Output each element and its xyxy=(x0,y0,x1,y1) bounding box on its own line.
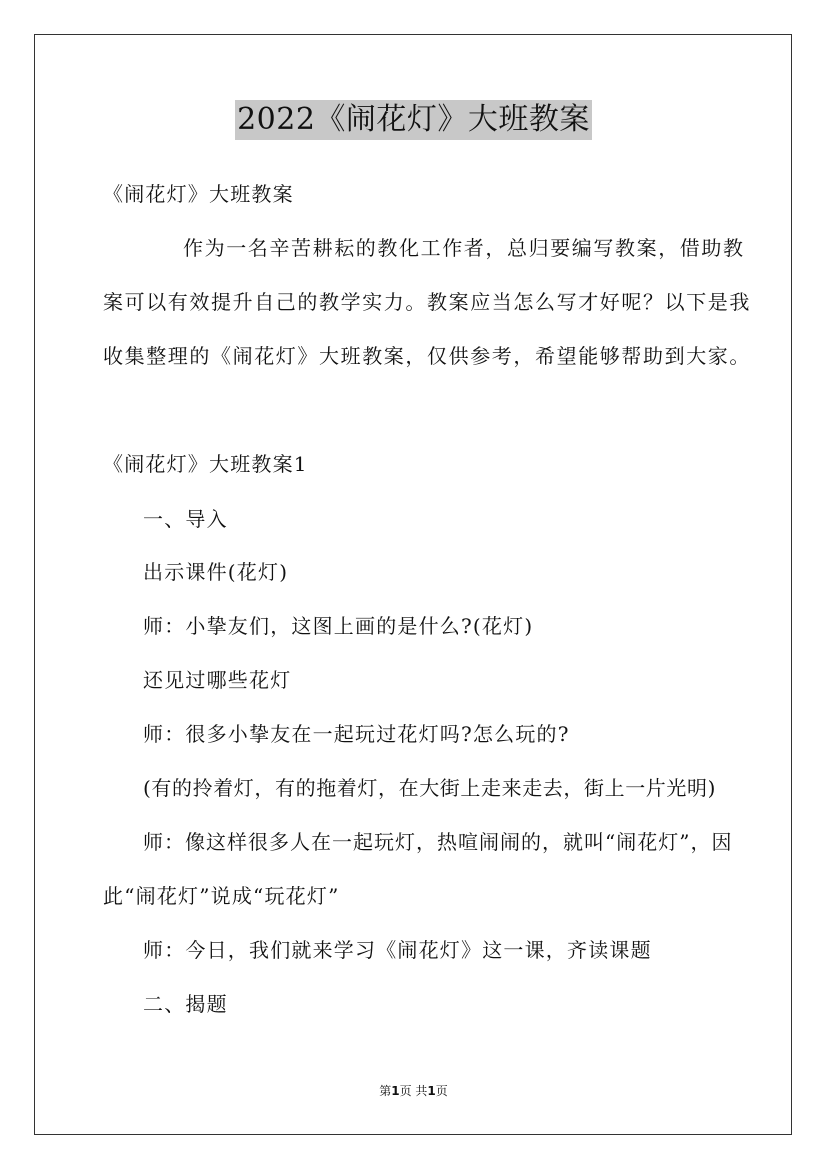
body-line: (有的拎着灯，有的拖着灯，在大街上走来走去，街上一片光明) xyxy=(143,776,717,800)
footer-page-suffix: 页 共 xyxy=(399,1084,428,1098)
body-line: 还见过哪些花灯 xyxy=(143,668,292,692)
body-line: 师：小挚友们，这图上画的是什么?(花灯) xyxy=(143,614,534,638)
footer-total-pages: 1 xyxy=(427,1084,436,1098)
document-heading: 《闹花灯》大班教案 xyxy=(103,182,294,206)
intro-line-2: 案可以有效提升自己的教学实力。教案应当怎么写才好呢？以下是我 xyxy=(103,290,751,314)
body-line: 师：很多小挚友在一起玩过花灯吗?怎么玩的? xyxy=(143,722,570,746)
body-line: 出示课件(花灯) xyxy=(143,560,289,584)
body-line: 一、导入 xyxy=(143,507,228,531)
footer-page-prefix: 第 xyxy=(379,1084,392,1098)
section-title: 《闹花灯》大班教案1 xyxy=(103,452,308,476)
footer-total-suffix: 页 xyxy=(435,1084,448,1098)
footer-page-number: 1 xyxy=(391,1084,400,1098)
intro-line-1: 作为一名辛苦耕耘的教化工作者，总归要编写教案，借助教 xyxy=(183,236,745,260)
page-footer xyxy=(0,1083,827,1099)
body-line: 师：今日，我们就来学习《闹花灯》这一课，齐读课题 xyxy=(143,938,652,962)
body-line: 二、揭题 xyxy=(143,992,228,1016)
body-line: 师：像这样很多人在一起玩灯，热喧闹闹的，就叫“闹花灯”，因 xyxy=(143,830,733,854)
document-title: 2022《闹花灯》大班教案 xyxy=(235,100,592,140)
intro-line-3: 收集整理的《闹花灯》大班教案，仅供参考，希望能够帮助到大家。 xyxy=(103,344,751,368)
title-container xyxy=(0,100,827,140)
body-line: 此“闹花灯”说成“玩花灯” xyxy=(103,884,340,908)
